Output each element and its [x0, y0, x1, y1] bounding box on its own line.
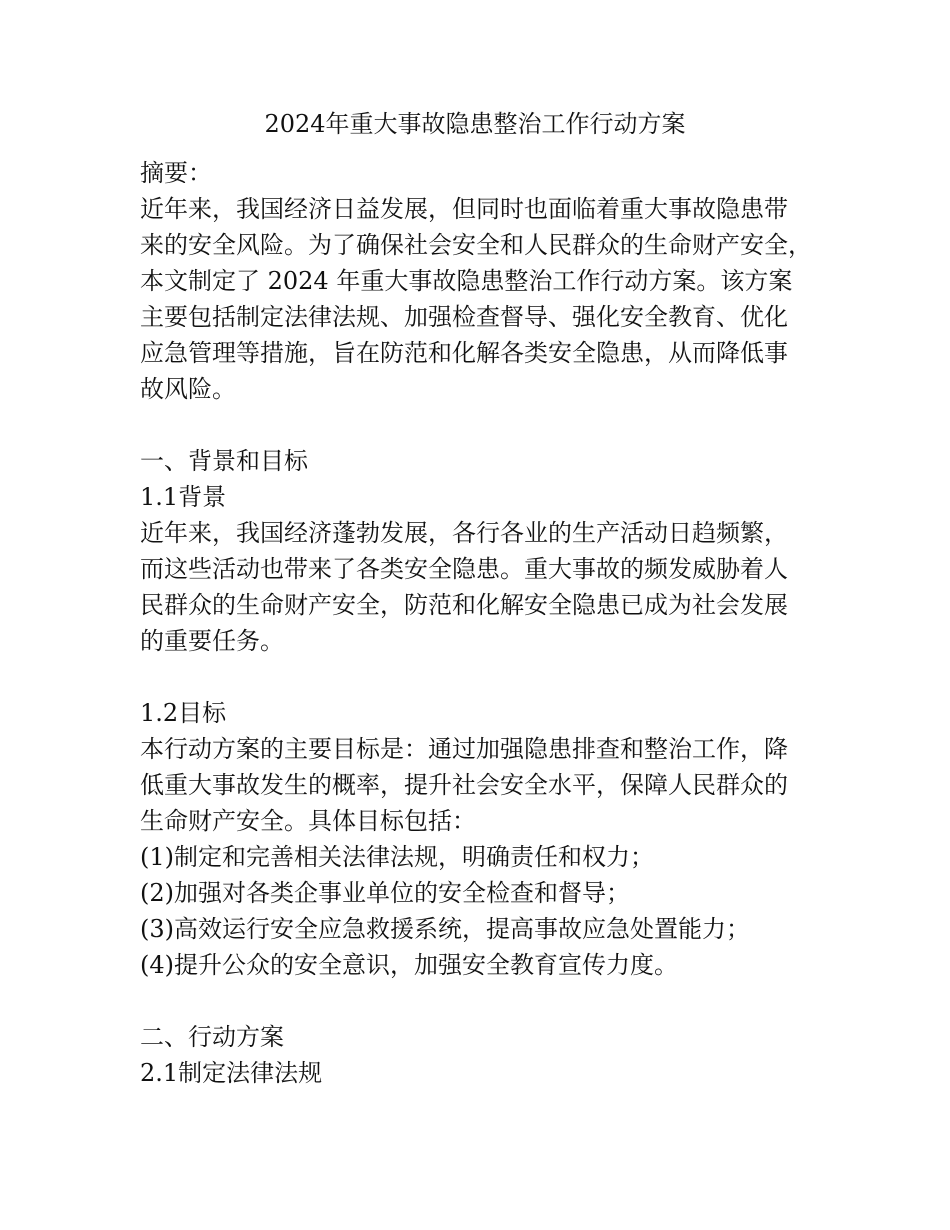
- abstract-heading: 摘要：: [140, 159, 212, 187]
- section-heading: 二、行动方案: [140, 1023, 284, 1051]
- abstract-line: 故风险。: [140, 375, 236, 403]
- paragraph-line: 生命财产安全。具体目标包括：: [140, 807, 476, 835]
- goal-item: (1)制定和完善相关法律法规，明确责任和权力；: [140, 843, 654, 871]
- abstract-line: 应急管理等措施，旨在防范和化解各类安全隐患，从而降低事: [140, 339, 788, 367]
- paragraph-line: 而这些活动也带来了各类安全隐患。重大事故的频发威胁着人: [140, 555, 788, 583]
- paragraph-spacer: [140, 659, 840, 695]
- paragraph-line: 近年来，我国经济蓬勃发展，各行各业的生产活动日趋频繁，: [140, 519, 788, 547]
- document-title: 2024年重大事故隐患整治工作行动方案: [264, 110, 686, 138]
- goal-item: (2)加强对各类企事业单位的安全检查和督导；: [140, 879, 630, 907]
- abstract-line: 本文制定了 2024 年重大事故隐患整治工作行动方案。该方案: [140, 267, 793, 295]
- paragraph-line: 的重要任务。: [140, 627, 284, 655]
- subsection-heading: 1.1背景: [140, 483, 227, 511]
- paragraph-spacer: [140, 983, 840, 1019]
- document-body: [140, 155, 840, 1091]
- paragraph-line: 民群众的生命财产安全，防范和化解安全隐患已成为社会发展: [140, 591, 788, 619]
- abstract-line: 主要包括制定法律法规、加强检查督导、强化安全教育、优化: [140, 303, 788, 331]
- goal-item: (3)高效运行安全应急救援系统，提高事故应急处置能力；: [140, 915, 750, 943]
- goal-item: (4)提升公众的安全意识，加强安全教育宣传力度。: [140, 951, 678, 979]
- paragraph-line: 低重大事故发生的概率，提升社会安全水平，保障人民群众的: [140, 771, 788, 799]
- abstract-line: 近年来，我国经济日益发展，但同时也面临着重大事故隐患带: [140, 195, 788, 223]
- section-heading: 一、背景和目标: [140, 447, 308, 475]
- subsection-heading: 1.2目标: [140, 699, 227, 727]
- paragraph-spacer: [140, 407, 840, 443]
- subsection-heading: 2.1制定法律法规: [140, 1059, 323, 1087]
- paragraph-line: 本行动方案的主要目标是：通过加强隐患排查和整治工作，降: [140, 735, 788, 763]
- abstract-line: 来的安全风险。为了确保社会安全和人民群众的生命财产安全，: [140, 231, 812, 259]
